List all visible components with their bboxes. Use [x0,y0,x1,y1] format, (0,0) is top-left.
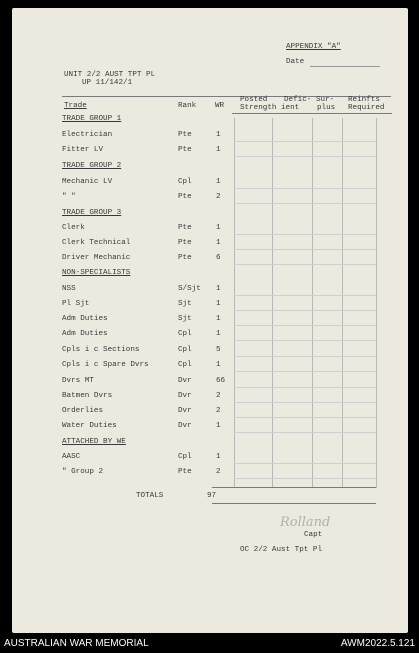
header-bottom-rule [232,113,392,114]
trade-cell: Adm Duties [62,315,108,323]
trade-cell: Batmen Dvrs [62,392,113,400]
grid-row-line [234,356,376,357]
wr-cell: 2 [216,193,221,201]
grid-col-5 [376,118,377,488]
rank-cell: Pte [178,224,192,232]
rank-cell: Pte [178,468,192,476]
rank-cell: Pte [178,131,192,139]
grid-row-line [234,203,376,204]
grid-row-line [234,432,376,433]
grid-row-line [234,417,376,418]
trade-cell: Orderlies [62,407,104,415]
grid-row-line [234,310,376,311]
rank-cell: Pte [178,193,192,201]
wr-cell: 1 [216,422,221,430]
header-rank: Rank [178,102,197,110]
rank-cell: Cpl [178,330,192,338]
header-wr: WR [215,102,225,110]
rank-cell: Pte [178,146,192,154]
trade-cell: Mechanic LV [62,178,113,186]
header-defic: Defic- [284,96,312,104]
trade-cell: Dvrs MT [62,377,94,385]
rank-cell: S/Sjt [178,285,201,293]
totals-top-rule [212,487,376,488]
trade-cell: Fitter LV [62,146,104,154]
header-ient: ient [281,104,300,112]
rank-cell: Dvr [178,377,192,385]
grid-row-line [234,264,376,265]
header-sur: Sur- [316,96,335,104]
header-posted: Posted [240,96,268,104]
grid-row-line [234,463,376,464]
grid-row-line [234,188,376,189]
rank-cell: Pte [178,239,192,247]
trade-cell: AASC [62,453,81,461]
date-label: Date [286,58,305,66]
trade-cell: " " [62,193,76,201]
wr-cell: 66 [216,377,226,385]
trade-cell: Cpls i c Sections [62,346,140,354]
footer-institution: AUSTRALIAN WAR MEMORIAL [4,638,149,649]
handwritten-signature: Rolland [280,515,331,530]
wr-cell: 1 [216,330,221,338]
wr-cell: 2 [216,407,221,415]
wr-cell: 2 [216,392,221,400]
wr-cell: 1 [216,131,221,139]
reference-line: UP 11/142/1 [82,79,133,87]
rank-cell: Cpl [178,346,192,354]
unit-line: UNIT 2/2 AUST TPT PL [64,71,156,79]
trade-cell: Pl Sjt [62,300,90,308]
wr-cell: 1 [216,178,221,186]
grid-row-line [234,141,376,142]
trade-cell: Clerk Technical [62,239,131,247]
rank-cell: Dvr [178,407,192,415]
grid-row-line [234,234,376,235]
document-page [12,8,408,633]
wr-cell: 1 [216,285,221,293]
trade-cell: NSS [62,285,76,293]
trade-cell: Electrician [62,131,113,139]
wr-cell: 1 [216,453,221,461]
date-blank-line [310,66,380,67]
wr-cell: 1 [216,239,221,247]
totals-bottom-rule [212,503,376,504]
totals-value: 97 [207,492,217,500]
grid-row-line [234,340,376,341]
grid-row-line [234,295,376,296]
wr-cell: 5 [216,346,221,354]
rank-cell: Dvr [178,422,192,430]
header-reinfts: Reinfts [348,96,380,104]
rank-cell: Cpl [178,453,192,461]
footer-accession-number: AWM2022.5.121 [340,638,415,649]
wr-cell: 1 [216,300,221,308]
header-strength: Strength [240,104,277,112]
header-required: Required [348,104,385,112]
wr-cell: 1 [216,224,221,232]
signature-title: OC 2/2 Aust Tpt Pl [240,546,323,554]
section-heading-text: NON-SPECIALISTS [62,269,131,277]
section-heading-text: TRADE GROUP 3 [62,209,122,217]
rank-cell: Sjt [178,315,192,323]
trade-cell: Adm Duties [62,330,108,338]
grid-row-line [234,402,376,403]
header-top-rule [62,96,391,97]
header-trade: Trade [64,102,87,110]
trade-cell: " Group 2 [62,468,104,476]
signature-rank: Capt [304,531,323,539]
grid-row-line [234,387,376,388]
grid-row-line [234,478,376,479]
wr-cell: 2 [216,468,221,476]
rank-cell: Cpl [178,361,192,369]
section-heading-text: TRADE GROUP 2 [62,162,122,170]
trade-cell: Water Duties [62,422,117,430]
trade-cell: Driver Mechanic [62,254,131,262]
rank-cell: Cpl [178,178,192,186]
rank-cell: Pte [178,254,192,262]
section-heading-text: ATTACHED BY WE [62,438,126,446]
footer-bar [0,633,419,653]
wr-cell: 6 [216,254,221,262]
wr-cell: 1 [216,361,221,369]
grid-row-line [234,325,376,326]
rank-cell: Sjt [178,300,192,308]
grid-row-line [234,371,376,372]
grid-row-line [234,249,376,250]
totals-label: TOTALS [136,492,164,500]
grid-row-line [234,156,376,157]
trade-cell: Cpls i c Spare Dvrs [62,361,149,369]
trade-cell: Clerk [62,224,85,232]
header-plus: plus [317,104,336,112]
appendix-label: APPENDIX "A" [286,43,341,51]
wr-cell: 1 [216,146,221,154]
rank-cell: Dvr [178,392,192,400]
section-heading-text: TRADE GROUP 1 [62,115,122,123]
wr-cell: 1 [216,315,221,323]
